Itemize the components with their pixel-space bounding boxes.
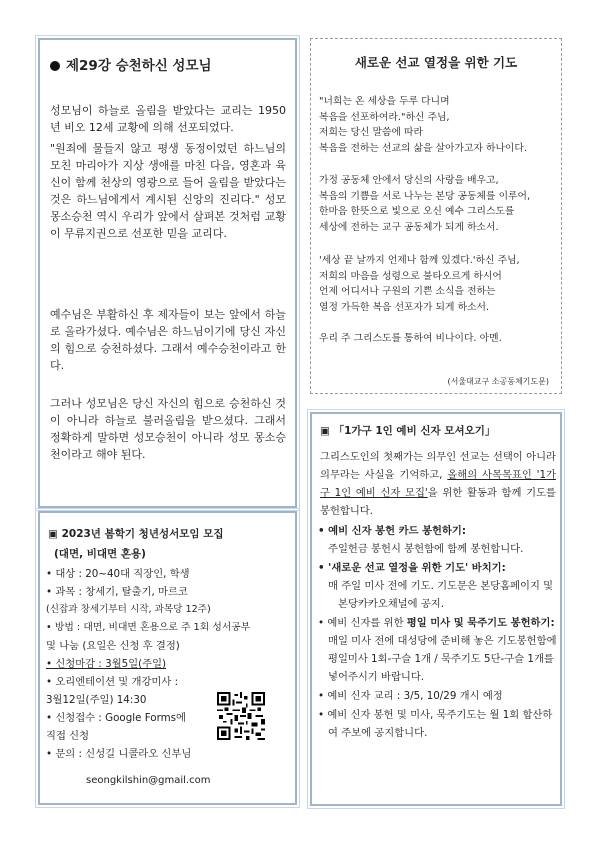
prayer-box [310,38,562,394]
list-item: • 과목 : 창세기, 탈출기, 마르코 [46,586,188,598]
catechumen-list [318,522,558,743]
lecture-paragraph-2: "원죄에 물들지 않고 평생 동정이었던 하느님의 모친 마리아가 지상 생애를 마친 다음, 영혼과 육신이 함께 천상의 영광으로 들어 올림을 받았다는 것은 하느님에게서 계시된 신앙의 진리다." 성모 몽소승천 역시 우리가 앞에서 살펴본 것처럼 교황이 무류지권으로 선포한 믿을 교리다. [50,142,286,240]
prayer-stanza-2: 가정 공동체 안에서 당신의 사랑을 배우고, 복음의 기쁨을 서로 나누는 본당 공동체를 이루어, 한마음 한뜻으로 빛으로 오신 예수 그리스도를 세상에 전하는 교구 공동체가 되게 하소서. [319,175,531,233]
catechumen-title: ▣ 「1가구 1인 예비 신자 모셔오기」 [320,425,496,437]
list-item: • 문의 : 신성길 니콜라오 신부님 [46,748,192,760]
bullet-dot-icon [50,61,60,71]
list-item: • 예비 신자를 위한 평일 미사 및 묵주기도 봉헌하기: 매일 미사 전에 대성당에 준비해 놓은 기도봉헌함에 평일미사 1회-구슬 1개 / 묵주기도 5단-구슬 1개를 넣어주시기 바랍니다. [318,617,557,683]
prayer-source: (서울대교구 소공동체기도문) [447,377,549,386]
lecture-paragraph-1: 성모님이 하늘로 올림을 받았다는 교리는 1950년 비오 12세 교황에 의해 선포되었다. [50,104,286,134]
list-item: (신잡과 창세기부터 시작, 과목당 12주) [46,604,211,615]
youth-recruit-subtitle: (대면, 비대면 혼용) [54,548,146,560]
list-item: • 예비 신자 봉헌 카드 봉헌하기: 주일헌금 봉헌시 봉헌함에 함께 봉헌합니다. [318,525,524,555]
catechumen-intro: 그리스도인의 첫째가는 의무인 선교는 선택이 아니라 의무라는 사실을 기억하고, 올해의 사목목표인 '1가구 1인 예비 신자 모집'을 위한 활동과 함께 기도를 봉헌합니다. [320,451,556,517]
prayer-stanza-1: "너희는 온 세상을 두루 다니며 복음을 선포하여라."하신 주님, 저희는 당신 말씀에 따라 복음을 전하는 선교의 삶을 살아가고자 하나이다. [319,96,527,154]
youth-recruit-box [38,511,297,805]
lecture-box [38,38,297,508]
qr-code-icon[interactable] [217,692,265,740]
lecture-title: 제29강 승천하신 성모님 [50,54,212,74]
list-item: • 대상 : 20~40대 직장인, 학생 [46,568,190,580]
youth-recruit-title: ▣ 2023년 봄학기 청년성서모임 모집 [48,528,224,540]
catechumen-box [310,412,562,806]
prayer-closing: 우리 주 그리스도를 통하여 비나이다. 아멘. [319,333,502,344]
lecture-paragraph-3: 예수님은 부활하신 후 제자들이 보는 앞에서 하늘로 올라가셨다. 예수님은 하느님이기에 당신 자신의 힘으로 승천하셨다. 그래서 예수승천이라고 한다. [50,308,286,372]
list-item: • 오리엔테이션 및 개강미사 : [46,676,179,688]
lecture-paragraph-4: 그러나 성모님은 당신 자신의 힘으로 승천하신 것이 아니라 하늘로 불러올림을 받으셨다. 그래서 정확하게 말하면 성모승천이 아니라 성모 몽소승천이라고 해야 된다. [50,397,286,461]
contact-email[interactable]: seongkilshin@gmail.com [86,775,211,786]
list-item: • 신청마감 : 3월5일(주일) [46,658,167,670]
list-item: • 신청접수 : Google Forms에 [46,712,186,724]
list-item: • 방법 : 대면, 비대면 혼용으로 주 1회 성서공부 [46,622,251,633]
list-item: • '새로운 선교 열정을 위한 기도' 바치기: 매 주일 미사 전에 기도. 기도문은 본당홈페이지 및 본당카카오채널에 공지. [318,562,554,610]
list-item: 및 나눔 (요일은 신청 후 결정) [46,640,180,652]
list-item: • 예비 신자 봉헌 및 미사, 묵주기도는 월 1회 합산하여 주보에 공지합니다. [318,709,553,739]
prayer-stanza-3: '세상 끝 날까지 언제나 함께 있겠다.'하신 주님, 저희의 마음을 성령으로 불타오르게 하시어 언제 어디서나 구원의 기쁜 소식을 전하는 열정 가득한 복음 선포자가 되게 하소서. [319,255,520,313]
list-item: 3월12일(주일) 14:30 [46,694,147,706]
list-item: • 예비 신자 교리 : 3/5, 10/29 개시 예정 [318,690,503,702]
prayer-title: 새로운 선교 열정을 위한 기도 [354,55,518,70]
list-item: 직접 신청 [46,730,90,742]
